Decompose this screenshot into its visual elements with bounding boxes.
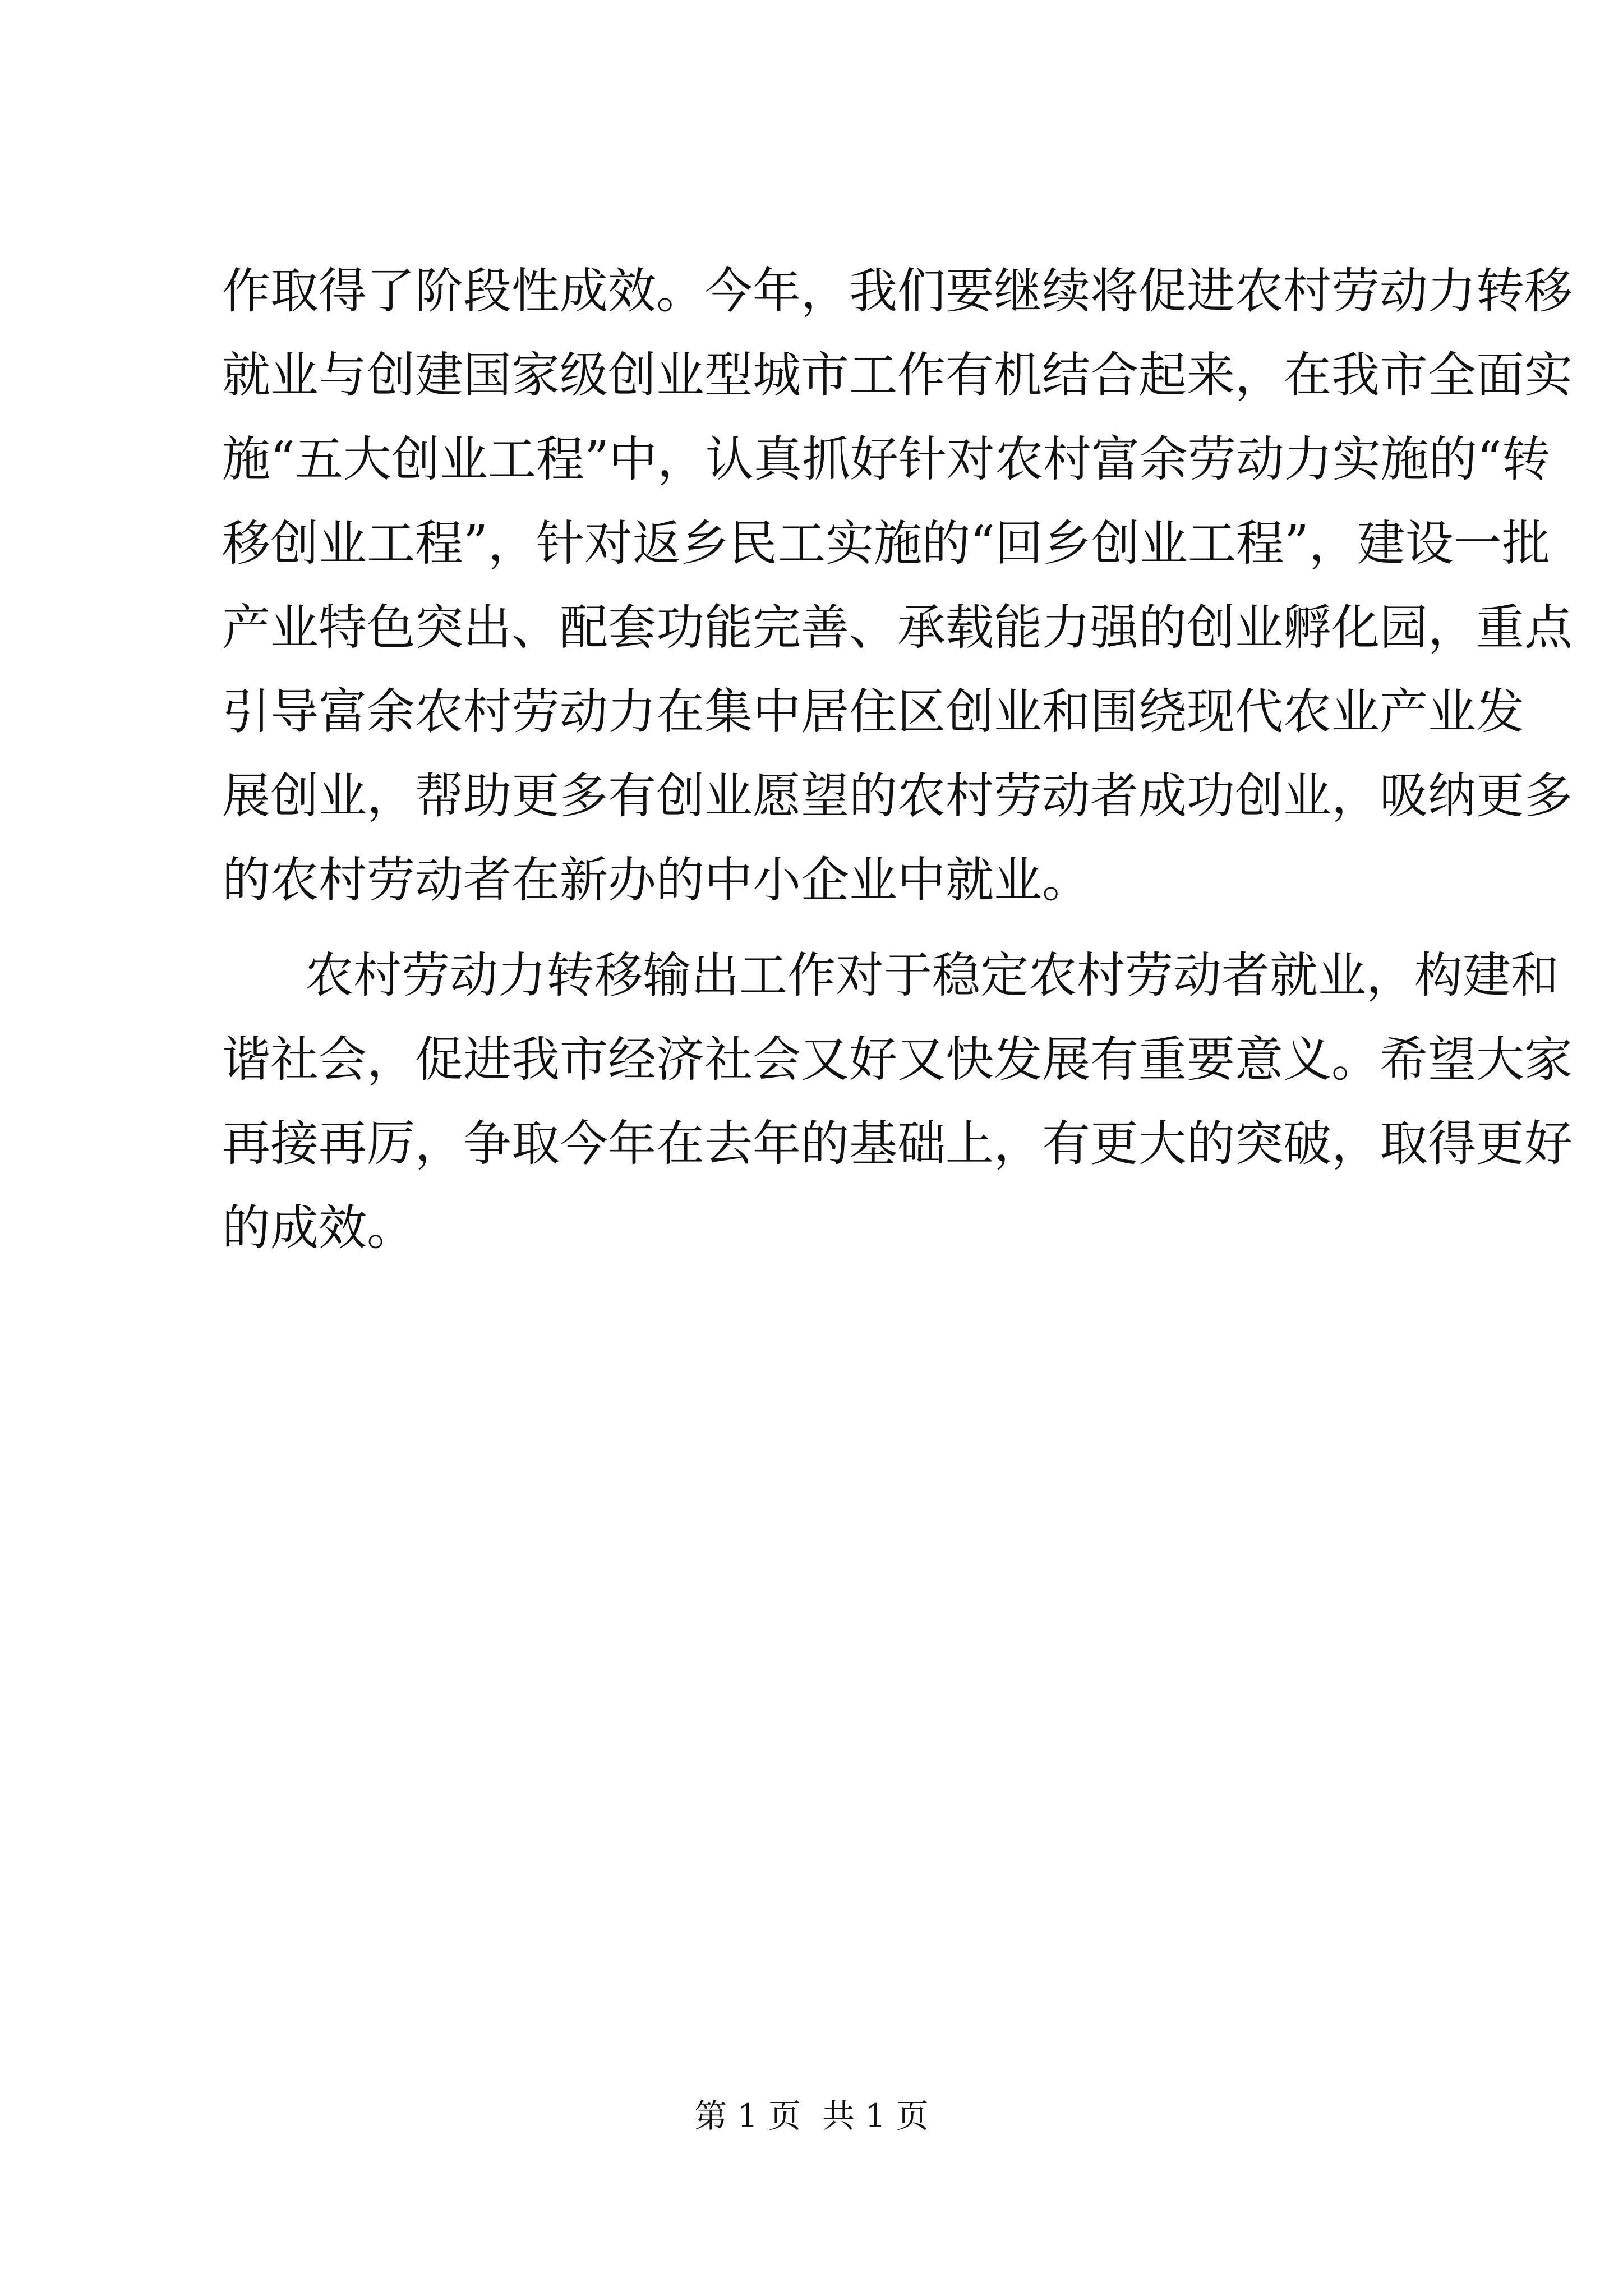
- paragraph-1-line-3: 施“五大创业工程”中，认真抓好针对农村富余劳动力实施的“转: [222, 431, 1550, 487]
- paragraph-1-line-1: 作取得了阶段性成效。今年，我们要继续将促进农村劳动力转移: [222, 263, 1573, 319]
- paragraph-2-line-2: 谐社会，促进我市经济社会又好又快发展有重要意义。希望大家: [222, 1032, 1573, 1088]
- paragraph-1-line-6: 引导富余农村劳动力在集中居住区创业和围绕现代农业产业发: [222, 684, 1524, 740]
- paragraph-1-line-5: 产业特色突出、配套功能完善、承载能力强的创业孵化园，重点: [222, 600, 1573, 656]
- page-footer: [0, 2093, 1623, 2138]
- paragraph-2-line-1: 农村劳动力转移输出工作对于稳定农村劳动者就业，构建和: [305, 947, 1559, 1004]
- page-number-total: 共 1 页: [822, 2097, 929, 2135]
- paragraph-1-line-4: 移创业工程”，针对返乡民工实施的“回乡创业工程”，建设一批: [222, 516, 1550, 572]
- paragraph-2-line-4: 的成效。: [222, 1200, 415, 1256]
- paragraph-1-line-7: 展创业，帮助更多有创业愿望的农村劳动者成功创业，吸纳更多: [222, 768, 1573, 824]
- paragraph-2-line-3: 再接再厉，争取今年在去年的基础上，有更大的突破，取得更好: [222, 1116, 1573, 1172]
- paragraph-1-line-8: 的农村劳动者在新办的中小企业中就业。: [222, 852, 1090, 908]
- page-number-current: 第 1 页: [694, 2097, 801, 2135]
- paragraph-1-line-2: 就业与创建国家级创业型城市工作有机结合起来，在我市全面实: [222, 347, 1573, 403]
